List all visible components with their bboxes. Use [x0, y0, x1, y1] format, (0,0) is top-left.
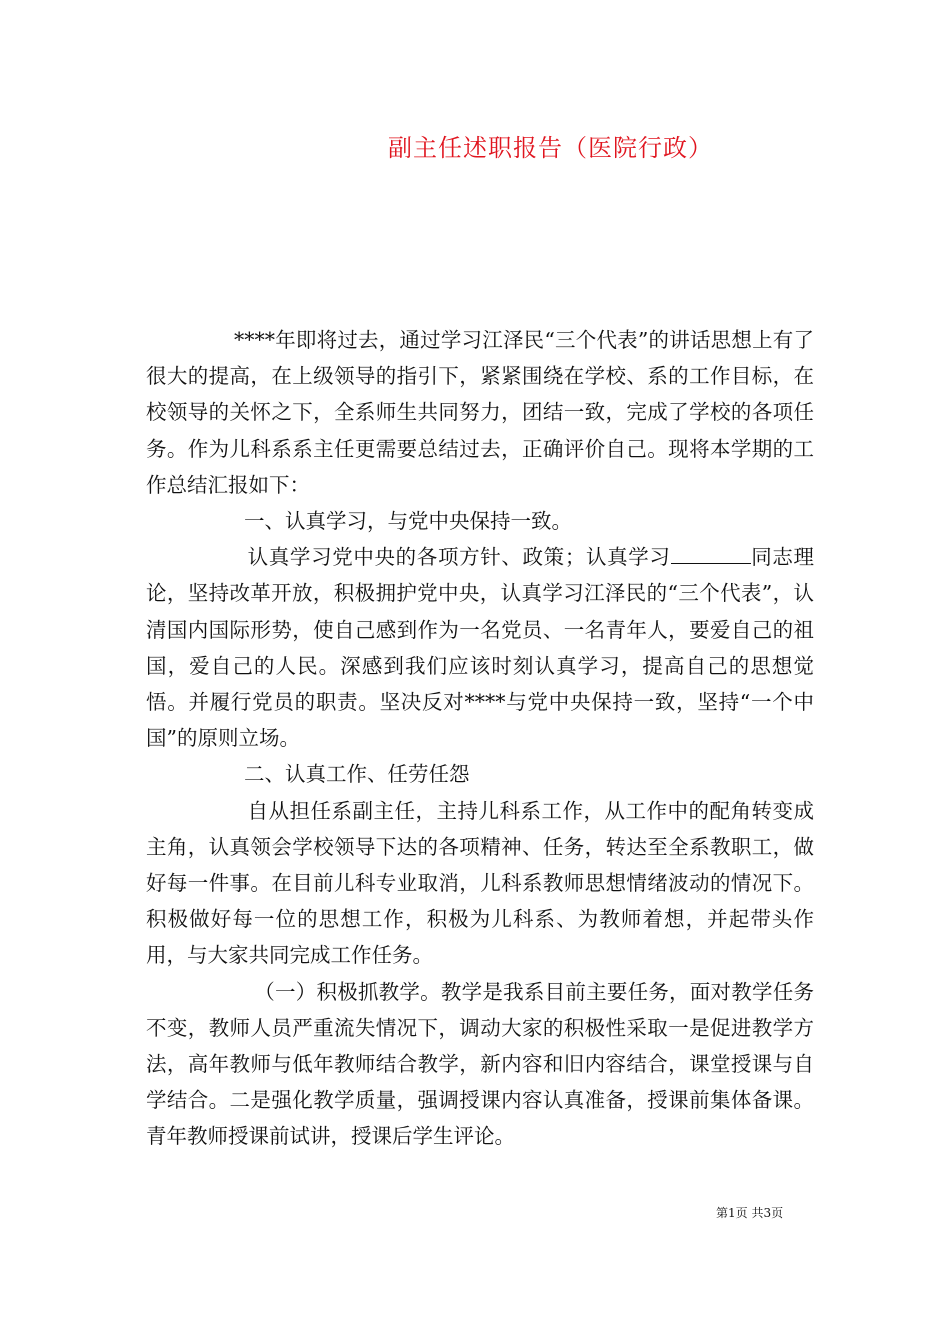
paragraph-study [146, 539, 814, 756]
footer-total-pages: 3 [763, 1206, 772, 1220]
document-body [146, 322, 814, 1155]
paragraph-text: ****年即将过去，通过学习江泽民“三个代表”的讲话思想上有了很大的提高，在上级领导的指引下，紧紧围绕在学校、系的工作目标，在校领导的关怀之下，全系师生共同努力，团结一致，完成了学校的各项任务。作为儿科系系主任更需要总结过去，正确评价自己。现将本学期的工作总结汇报如下： [146, 328, 814, 497]
paragraph-text: 同志理论，坚持改革开放，积极拥护党中央，认真学习江泽民的“三个代表”，认清国内国际形势，使自己感到作为一名党员、一名青年人，要爱自己的祖国，爱自己的人民。深感到我们应该时刻认真学习，提高自己的思想觉悟。并履行党员的职责。坚决反对****与党中央保持一致，坚持“一个中国”的原则立场。 [146, 545, 814, 751]
section-heading-work [146, 756, 814, 792]
footer-prefix: 第 [716, 1206, 729, 1220]
paragraph-teaching [146, 974, 814, 1155]
fill-in-blank [671, 545, 751, 564]
paragraph-work [146, 793, 814, 974]
paragraph-text: 二、认真工作、任劳任怨 [244, 762, 470, 787]
paragraph-text: （一）积极抓教学。教学是我系目前主要任务，面对教学任务不变，教师人员严重流失情况下，调动大家的积极性采取一是促进教学方法，高年教师与低年教师结合教学，新内容和旧内容结合，课堂授课与自学结合。二是强化教学质量，强调授课内容认真准备，授课前集体备课。青年教师授课前试讲，授课后学生评论。 [146, 979, 814, 1149]
section-heading-study [146, 503, 814, 539]
footer-middle: 页 共 [735, 1206, 764, 1220]
paragraph-text: 一、认真学习，与党中央保持一致。 [244, 509, 572, 534]
document-title: 副主任述职报告（医院行政） [388, 134, 713, 162]
paragraph-text: 认真学习党中央的各项方针、政策；认真学习 [247, 545, 671, 570]
paragraph-intro [146, 322, 814, 503]
page-footer [716, 1205, 783, 1221]
paragraph-text: 自从担任系副主任，主持儿科系工作，从工作中的配角转变成主角，认真领会学校领导下达的各项精神、任务，转达至全系教职工，做好每一件事。在目前儿科专业取消，儿科系教师思想情绪波动的情况下。积极做好每一位的思想工作，积极为儿科系、为教师着想，并起带头作用，与大家共同完成工作任务。 [146, 798, 814, 968]
footer-page-number: 1 [728, 1206, 736, 1220]
footer-suffix: 页 [771, 1206, 784, 1220]
